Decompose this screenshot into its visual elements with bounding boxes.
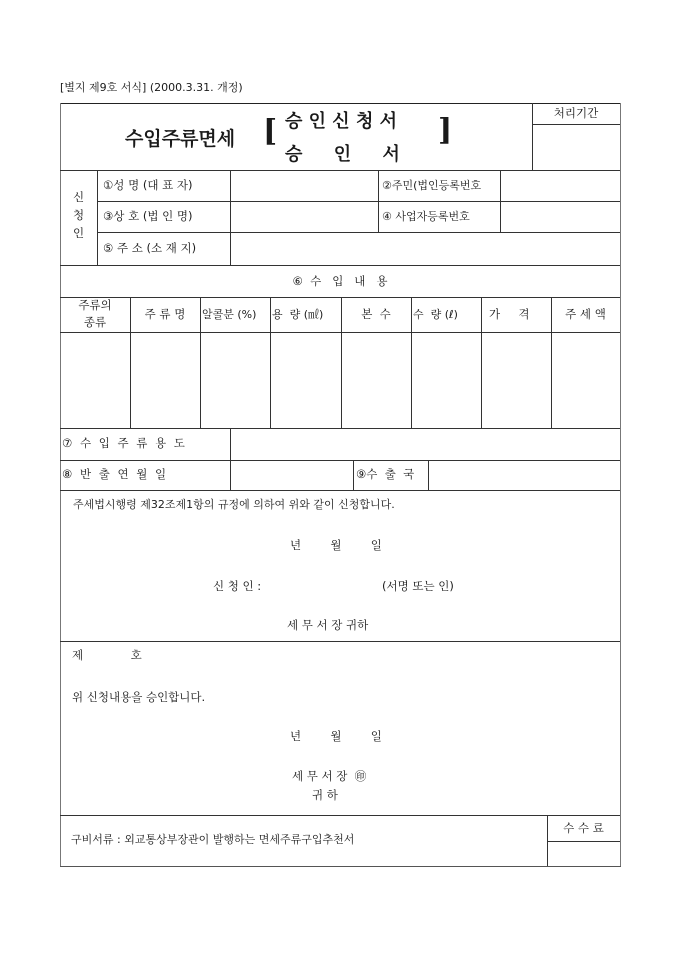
applicant-section-label: 인 [73,226,85,240]
form-header: [별지 제9호 서식] (2000.3.31. 개정) [60,81,243,94]
table-right-border [620,103,621,866]
address-label: ⑤ 주 소 (소 재 지) [103,241,197,255]
table-top-border [60,103,620,104]
usage-label: ⑦ 수 입 주 류 용 도 [62,436,187,450]
processing-period-field[interactable] [533,125,620,170]
quantity-cell[interactable] [412,333,481,428]
approval-issuer-suffix: 귀 하 [312,788,338,802]
shipment-date-field[interactable] [231,461,353,490]
applicant-section-label: 청 [73,208,85,222]
volume-cell[interactable] [271,333,341,428]
form-title: 수입주류면세 [125,128,236,150]
import-details-title: ⑥ 수 입 내 용 [292,274,388,288]
trade-name-field[interactable] [231,202,377,232]
title-option-approval: 승 인 서 [285,144,400,165]
bottles-cell[interactable] [342,333,411,428]
title-bracket-open: [ [263,114,278,149]
usage-field[interactable] [231,429,620,460]
declaration-date: 년 월 일 [290,538,382,552]
liquor-name-cell[interactable] [131,333,200,428]
address-field[interactable] [231,233,620,265]
divider [353,460,354,490]
applicant-signature-field[interactable] [275,575,375,597]
fee-label: 수 수 료 [563,821,604,835]
price-cell[interactable] [482,333,551,428]
approval-issuer: 세 무 서 장 ㊞ [292,769,367,783]
column-header-liquor-name: 주 류 명 [144,307,186,321]
export-country-label: ⑨수 출 국 [356,467,415,481]
applicant-section-label: 신 [73,190,85,204]
column-header-liquor-type: 주류의 [78,298,112,312]
title-bracket-close: ] [438,113,453,148]
approval-number: 제 호 [72,648,142,662]
divider [97,170,98,265]
name-field[interactable] [231,171,377,201]
divider [60,641,620,642]
column-header-bottles: 본 수 [361,307,391,321]
signature-note: (서명 또는 인) [382,579,454,593]
declaration-statement: 주세법시행령 제32조제1항의 규정에 의하여 위와 같이 신청합니다. [73,498,395,511]
alcohol-cell[interactable] [201,333,270,428]
divider [60,297,620,298]
column-header-liquor-type: 종류 [83,315,107,329]
fee-field[interactable] [548,842,620,866]
registration-number-field[interactable] [501,171,620,201]
divider [60,490,620,491]
name-label: ①성 명 (대 표 자) [103,178,193,192]
processing-period-label: 처리기간 [553,106,599,120]
declaration-addressee: 세 무 서 장 귀하 [287,618,369,632]
table-left-border [60,103,61,866]
export-country-field[interactable] [429,461,620,490]
approval-date: 년 월 일 [290,729,382,743]
business-number-field[interactable] [501,202,620,232]
title-option-application: 승 인 신 청 서 [285,111,398,132]
column-header-price: 가 격 [489,307,530,321]
divider [60,265,620,266]
column-header-alcohol: 알콜분 (%) [202,308,257,321]
applicant-signature-label: 신 청 인 : [213,579,262,593]
registration-number-label: ②주민(법인등록번호 [382,179,482,192]
approval-statement: 위 신청내용을 승인합니다. [72,690,206,704]
column-header-volume: 용 량 (㎖) [272,308,324,321]
divider [60,815,620,816]
shipment-date-label: ⑧ 반 출 연 월 일 [62,467,169,481]
required-documents: 구비서류 : 외교통상부장관이 발행하는 면세주류구입추천서 [71,833,355,846]
column-header-quantity: 수 량 (ℓ) [413,308,458,321]
liquor-type-cell[interactable] [61,333,130,428]
table-bottom-border [60,866,621,867]
business-number-label: ④ 사업자등록번호 [382,210,470,223]
liquor-tax-cell[interactable] [552,333,620,428]
column-header-liquor-tax: 주 세 액 [565,307,606,321]
trade-name-label: ③상 호 (법 인 명) [103,209,193,223]
